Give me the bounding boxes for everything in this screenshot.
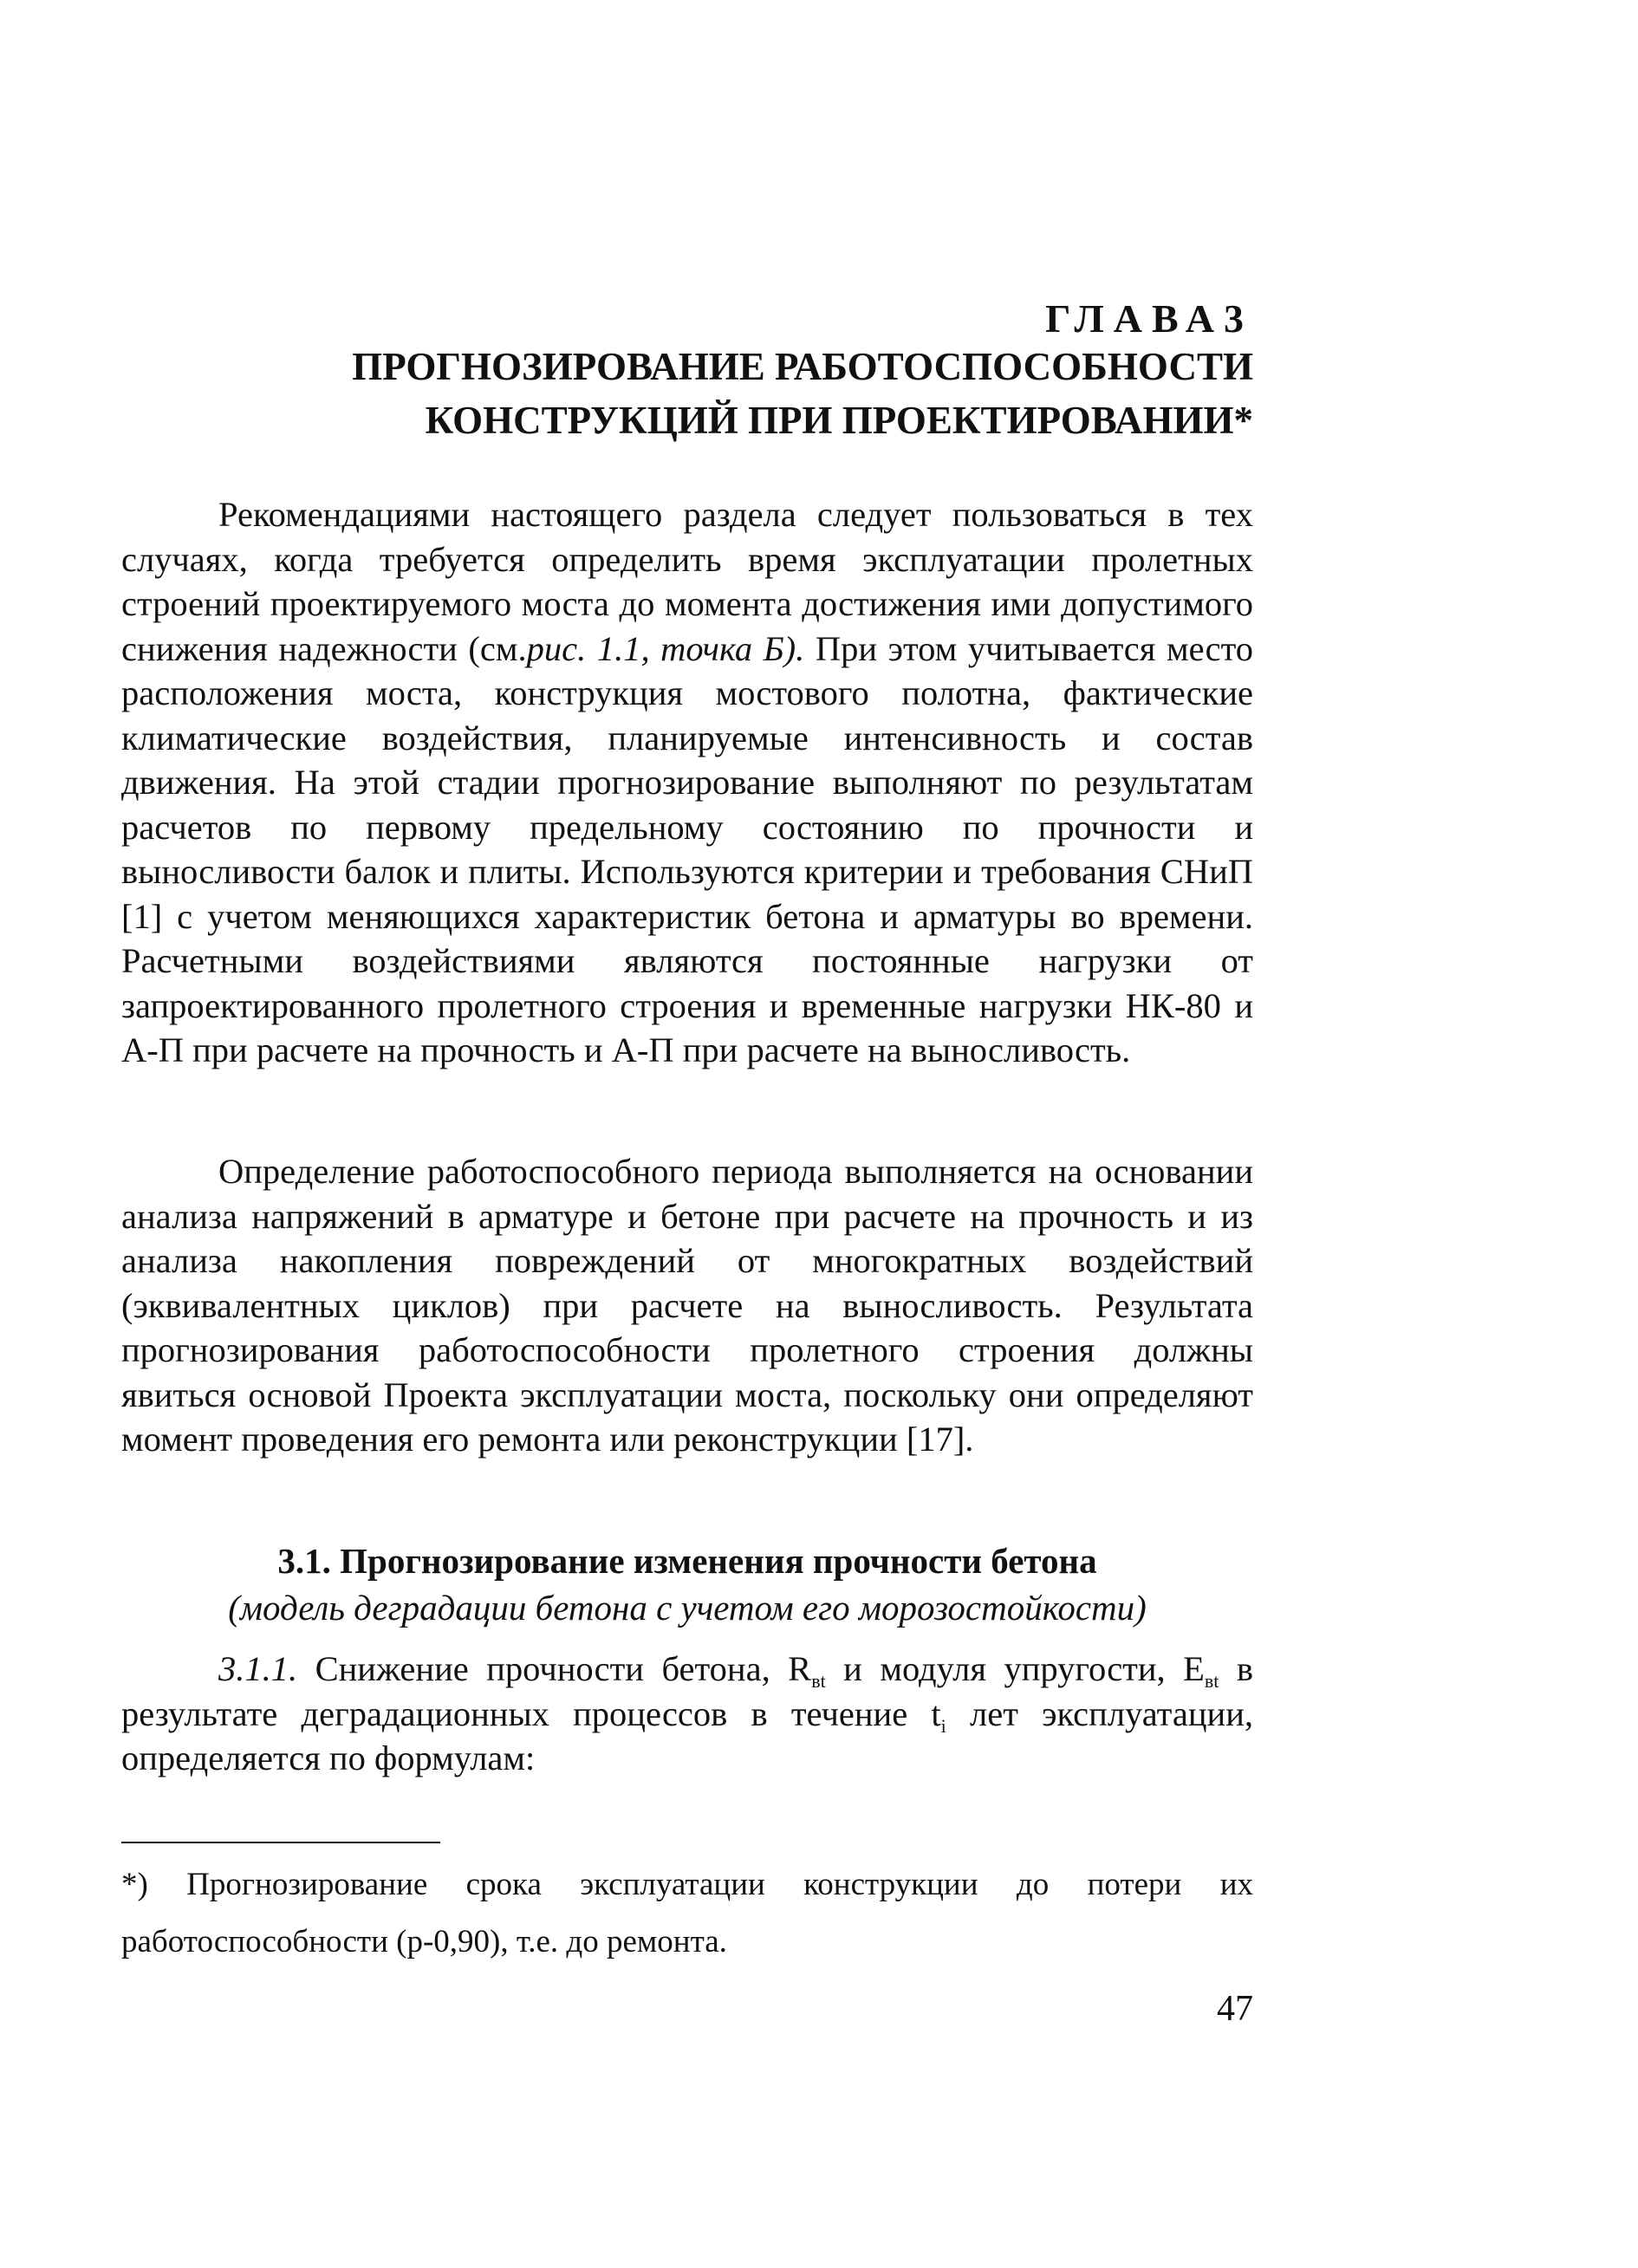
chapter-label: ГЛАВА3 xyxy=(1045,296,1253,341)
subscript: i xyxy=(940,1714,946,1737)
paragraph-text: лет эксплуатации, определяется по формулам: xyxy=(121,1693,1253,1777)
section-subtitle: (модель деградации бетона с учетом его морозостойкости) xyxy=(228,1588,1147,1628)
paragraph-text: в результате деградационных процессов в течение t xyxy=(121,1649,1254,1733)
chapter-title-line-1: ПРОГНОЗИРОВАНИЕ РАБОТОСПОСОБНОСТИ xyxy=(352,345,1253,388)
paragraph-text: Снижение прочности бетона, R xyxy=(297,1649,812,1688)
footnote-divider xyxy=(121,1842,440,1843)
paragraph-text: При этом учитывается место расположения моста, конструкция мостового полотна, фактические климатические воздействия, планируемые интенсивность и состав движения. На этой стадии прогнозирование выполняют по результатам расчетов по первому предельному состоянию по прочности и выносливости балок и плиты. Используются критерии и требования СНиП [1] с учетом меняющихся характеристик бетона и арматуры во времени. Расчетными воздействиями являются постоянные нагрузки от запроектированного пролетного строения и временные нагрузки НК-80 и А-П при расчете на прочность и А-П при расчете на выносливость. xyxy=(121,628,1254,1069)
chapter-title-line-2: КОНСТРУКЦИЙ ПРИ ПРОЕКТИРОВАНИИ* xyxy=(425,399,1253,442)
paragraph-text: и модуля упругости, E xyxy=(825,1649,1205,1688)
footnote: *) Прогнозирование срока эксплуатации конструкции до потери их работоспособности (р-0,90), т.е. до ремонта. xyxy=(121,1867,1253,1959)
page-number: 47 xyxy=(1217,1989,1253,2029)
section-title: 3.1. Прогнозирование изменения прочности бетона xyxy=(277,1541,1097,1581)
paragraph-recommendations xyxy=(121,492,1253,1073)
figure-reference: рис. 1.1, точка Б). xyxy=(526,628,805,668)
paragraph-strength-reduction xyxy=(121,1647,1253,1781)
chapter-title xyxy=(295,340,1253,447)
clause-number: 3.1.1. xyxy=(218,1649,298,1688)
subscript: вt xyxy=(811,1670,826,1692)
subscript: вt xyxy=(1204,1670,1219,1692)
paragraph-working-period: Определение работоспособного периода выполняется на основании анализа напряжений в арматуре и бетоне при расчете на прочность и из анализа накопления повреждений от многократных воздействий (эквивалентных циклов) при расчете на выносливость. Результата прогнозирования работоспособности пролетного строения должны явиться основой Проекта эксплуатации моста, поскольку они определяют момент проведения его ремонта или реконструкции [17]. xyxy=(121,1152,1253,1459)
section-heading xyxy=(121,1537,1253,1631)
paragraph-text: Рекомендациями настоящего раздела следует пользоваться в тех случаях, когда требуется определить время эксплуатации пролетных строений проектируемого моста до момента достижения ими допустимого снижения надежности (см. xyxy=(121,495,1253,668)
